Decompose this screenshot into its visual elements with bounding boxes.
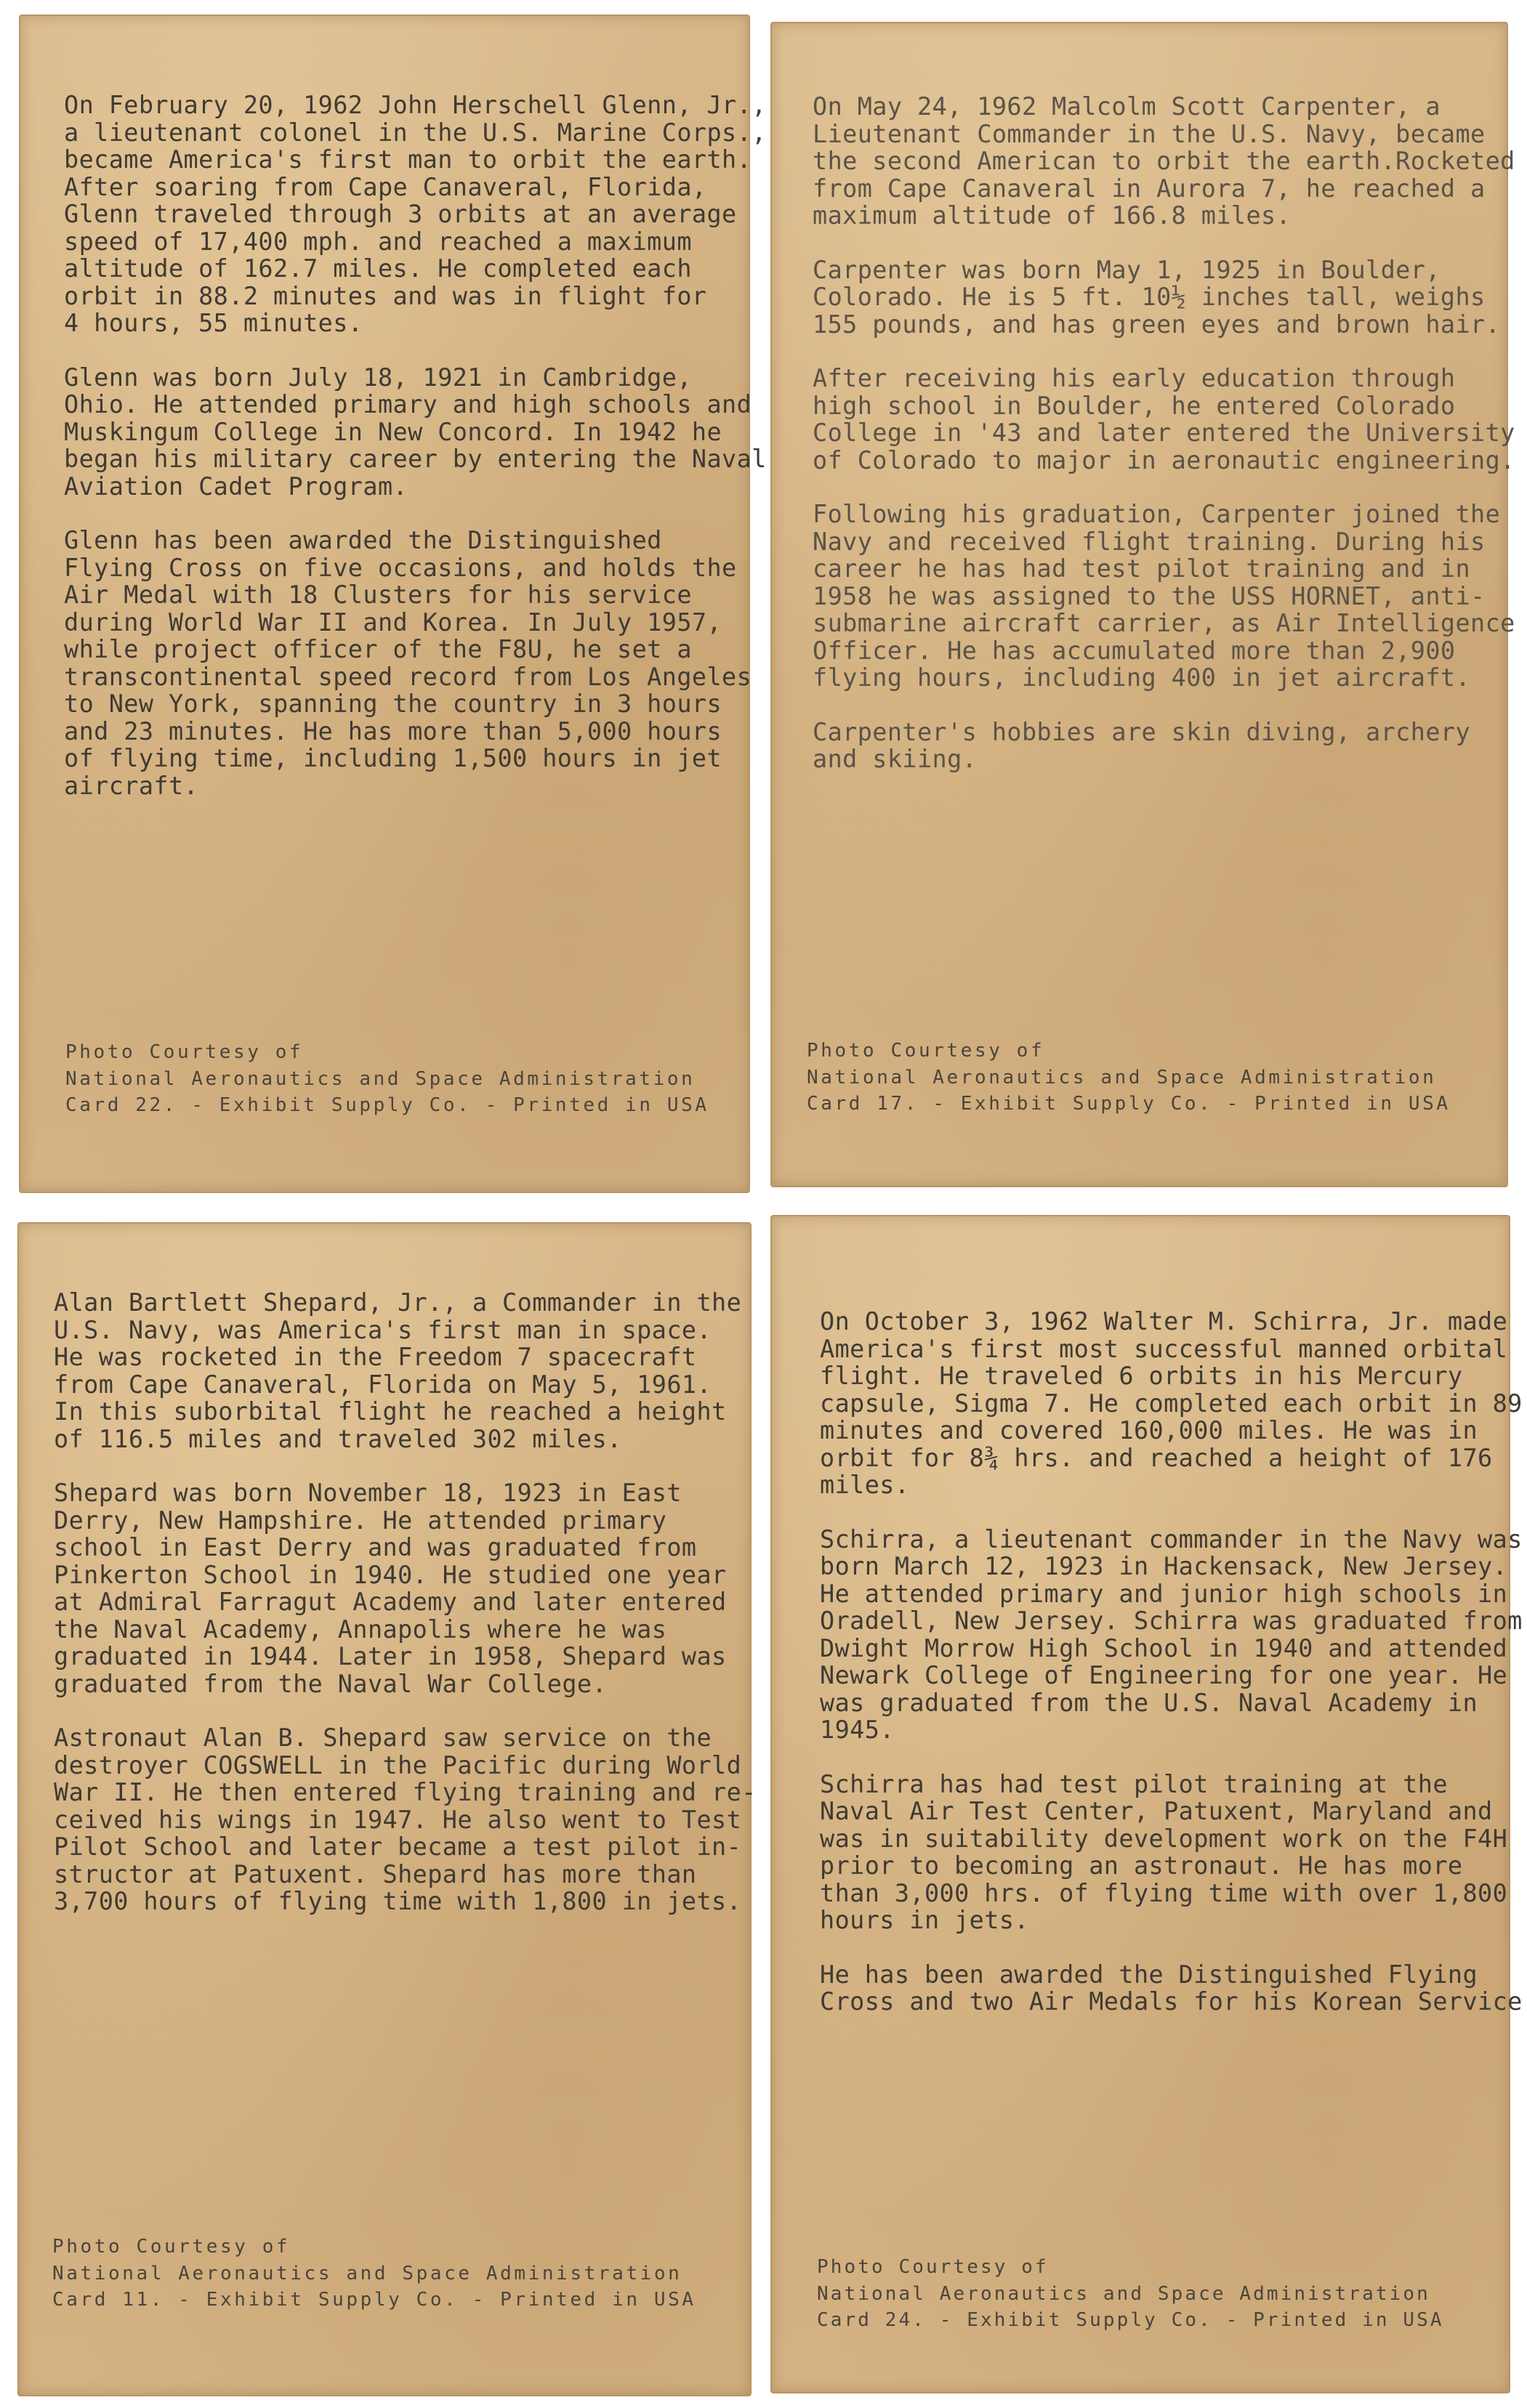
text-line: than 3,000 hrs. of flying time with over 1,800 bbox=[820, 1878, 1508, 1907]
paragraph bbox=[820, 1308, 1523, 1499]
text-line: miles. bbox=[820, 1471, 910, 1499]
text-line: 1958 he was assigned to the USS HORNET, anti- bbox=[813, 581, 1486, 610]
text-line: Derry, New Hampshire. He attended primary bbox=[54, 1506, 667, 1535]
text-line: school in East Derry and was graduated from bbox=[54, 1533, 697, 1561]
footer-line: Photo Courtesy of bbox=[817, 2256, 1049, 2278]
paragraph bbox=[54, 1724, 757, 1915]
card-body bbox=[54, 1289, 757, 1942]
card-footer bbox=[52, 2234, 696, 2314]
text-line: to New York, spanning the country in 3 hours bbox=[64, 690, 722, 718]
footer-line: Photo Courtesy of bbox=[52, 2236, 291, 2258]
text-line: Muskingum College in New Concord. In 1942 he bbox=[64, 417, 722, 446]
card-footer bbox=[807, 1038, 1451, 1118]
text-line: minutes and covered 160,000 miles. He was in bbox=[820, 1416, 1478, 1445]
text-line: speed of 17,400 mph. and reached a maximum bbox=[64, 227, 692, 256]
text-line: 155 pounds, and has green eyes and brown hair. bbox=[813, 310, 1501, 339]
text-line: He has been awarded the Distinguished Flying bbox=[820, 1960, 1478, 1989]
text-line: Colorado. He is 5 ft. 10½ inches tall, weighs bbox=[813, 283, 1486, 311]
footer-line: Photo Courtesy of bbox=[65, 1041, 304, 1063]
paragraph bbox=[820, 1771, 1523, 1934]
text-line: prior to becoming an astronaut. He has more bbox=[820, 1851, 1463, 1880]
text-line: Newark College of Engineering for one year. He bbox=[820, 1661, 1508, 1689]
footer-line: National Aeronautics and Space Administration bbox=[52, 2262, 682, 2284]
text-line: U.S. Navy, was America's first man in space. bbox=[54, 1315, 712, 1344]
paragraph bbox=[813, 365, 1515, 474]
footer-line: Photo Courtesy of bbox=[807, 1040, 1045, 1062]
text-line: orbit for 8¾ hrs. and reached a height of 176 bbox=[820, 1443, 1493, 1472]
text-line: Aviation Cadet Program. bbox=[64, 472, 408, 501]
text-line: Cross and two Air Medals for his Korean Service bbox=[820, 1987, 1523, 2016]
text-line: while project officer of the F8U, he set a bbox=[64, 635, 692, 663]
text-line: Pilot School and later became a test pilot in- bbox=[54, 1833, 742, 1861]
text-line: aircraft. bbox=[64, 771, 199, 800]
text-line: Navy and received flight training. During his bbox=[813, 527, 1486, 556]
paragraph bbox=[813, 719, 1515, 773]
text-line: Astronaut Alan B. Shepard saw service on the bbox=[54, 1724, 712, 1752]
text-line: He was rocketed in the Freedom 7 spacecraft bbox=[54, 1343, 697, 1371]
text-line: Lieutenant Commander in the U.S. Navy, became bbox=[813, 119, 1486, 148]
text-line: America's first most successful manned orbital bbox=[820, 1334, 1508, 1363]
text-line: of flying time, including 1,500 hours in jet bbox=[64, 744, 722, 772]
text-line: from Cape Canaveral, Florida on May 5, 1961. bbox=[54, 1370, 712, 1399]
text-line: orbit in 88.2 minutes and was in flight for bbox=[64, 281, 707, 310]
card-footer bbox=[65, 1039, 709, 1119]
text-line: and skiing. bbox=[813, 745, 978, 773]
text-line: of Colorado to major in aeronautic engineering. bbox=[813, 445, 1515, 474]
footer-line: National Aeronautics and Space Administration bbox=[817, 2282, 1430, 2305]
text-line: Schirra, a lieutenant commander in the Navy was bbox=[820, 1524, 1523, 1554]
text-line: Following his graduation, Carpenter joined the bbox=[813, 500, 1501, 528]
text-line: at Admiral Farragut Academy and later entered bbox=[54, 1588, 727, 1616]
card-body bbox=[820, 1308, 1523, 2043]
text-line: Pinkerton School in 1940. He studied one year bbox=[54, 1560, 727, 1589]
text-line: After receiving his early education through bbox=[813, 364, 1456, 392]
text-line: the Naval Academy, Annapolis where he was bbox=[54, 1615, 667, 1644]
text-line: War II. He then entered flying training and re- bbox=[54, 1778, 757, 1806]
text-line: hours in jets. bbox=[820, 1906, 1029, 1934]
text-line: and 23 minutes. He has more than 5,000 hours bbox=[64, 716, 722, 746]
text-line: flying hours, including 400 in jet aircraft. bbox=[813, 663, 1471, 692]
text-line: was in suitability development work on the F4H bbox=[820, 1824, 1508, 1853]
card-body bbox=[813, 93, 1515, 800]
card-footer bbox=[817, 2254, 1444, 2334]
card-body bbox=[64, 92, 767, 826]
text-line: during World War II and Korea. In July 1957, bbox=[64, 607, 722, 637]
text-line: altitude of 162.7 miles. He completed each bbox=[64, 254, 692, 283]
paragraph bbox=[64, 364, 767, 501]
text-line: flight. He traveled 6 orbits in his Mercury bbox=[820, 1362, 1463, 1390]
text-line: 3,700 hours of flying time with 1,800 in jets. bbox=[54, 1887, 742, 1915]
footer-line: National Aeronautics and Space Administration bbox=[65, 1067, 696, 1090]
paragraph bbox=[64, 92, 767, 337]
paragraph bbox=[813, 93, 1515, 230]
paragraph bbox=[820, 1961, 1523, 2016]
text-line: He attended primary and junior high schools in bbox=[820, 1579, 1508, 1608]
footer-line: Card 22. - Exhibit Supply Co. - Printed in USA bbox=[65, 1094, 709, 1116]
card-24-schirra bbox=[770, 1215, 1523, 2393]
text-line: Glenn traveled through 3 orbits at an average bbox=[64, 200, 737, 228]
text-line: of 116.5 miles and traveled 302 miles. bbox=[54, 1424, 622, 1453]
text-line: On February 20, 1962 John Herschell Glenn, Jr., bbox=[64, 91, 767, 119]
text-line: Dwight Morrow High School in 1940 and attended bbox=[820, 1633, 1508, 1662]
paragraph bbox=[64, 527, 767, 799]
text-line: Glenn has been awarded the Distinguished bbox=[64, 526, 662, 554]
text-line: career he has had test pilot training and in bbox=[813, 554, 1471, 583]
paragraph bbox=[54, 1289, 757, 1453]
text-line: was graduated from the U.S. Naval Academy in bbox=[820, 1688, 1478, 1717]
card-22-glenn bbox=[19, 15, 767, 1193]
card-11-shepard bbox=[17, 1222, 757, 2396]
text-line: On May 24, 1962 Malcolm Scott Carpenter, a bbox=[813, 92, 1441, 121]
text-line: Oradell, New Jersey. Schirra was graduated from bbox=[820, 1607, 1523, 1635]
paragraph bbox=[813, 256, 1515, 339]
text-line: ceived his wings in 1947. He also went to Test bbox=[54, 1805, 742, 1834]
card-17-carpenter bbox=[770, 22, 1515, 1187]
text-line: Carpenter was born May 1, 1925 in Boulder, bbox=[813, 255, 1441, 284]
footer-line: Card 11. - Exhibit Supply Co. - Printed in USA bbox=[52, 2289, 696, 2311]
text-line: Air Medal with 18 Clusters for his service bbox=[64, 581, 692, 609]
text-line: 1945. bbox=[820, 1716, 895, 1744]
text-line: graduated from the Naval War College. bbox=[54, 1669, 608, 1698]
text-line: Schirra has had test pilot training at the bbox=[820, 1769, 1448, 1798]
footer-line: Card 17. - Exhibit Supply Co. - Printed in USA bbox=[807, 1093, 1451, 1115]
footer-line: Card 24. - Exhibit Supply Co. - Printed in USA bbox=[817, 2309, 1444, 2331]
text-line: a lieutenant colonel in the U.S. Marine Corps., bbox=[64, 118, 767, 147]
text-line: 4 hours, 55 minutes. bbox=[64, 309, 363, 337]
text-line: born March 12, 1923 in Hackensack, New Jersey. bbox=[820, 1552, 1508, 1580]
footer-line: National Aeronautics and Space Administration bbox=[807, 1066, 1437, 1088]
text-line: On October 3, 1962 Walter M. Schirra, Jr. made bbox=[820, 1307, 1508, 1336]
text-line: Glenn was born July 18, 1921 in Cambridge, bbox=[64, 363, 692, 392]
paragraph bbox=[820, 1526, 1523, 1744]
text-line: maximum altitude of 166.8 miles. bbox=[813, 201, 1292, 230]
text-line: In this suborbital flight he reached a height bbox=[54, 1397, 727, 1426]
text-line: Carpenter's hobbies are skin diving, archery bbox=[813, 717, 1471, 746]
text-line: Officer. He has accumulated more than 2,900 bbox=[813, 636, 1456, 665]
text-line: destroyer COGSWELL in the Pacific during World bbox=[54, 1750, 742, 1779]
text-line: Naval Air Test Center, Patuxent, Maryland and bbox=[820, 1797, 1493, 1825]
text-line: the second American to orbit the earth.Rocketed bbox=[813, 147, 1515, 175]
text-line: structor at Patuxent. Shepard has more than bbox=[54, 1859, 697, 1888]
text-line: high school in Boulder, he entered Colorado bbox=[813, 391, 1456, 420]
text-line: After soaring from Cape Canaveral, Florida, bbox=[64, 172, 707, 201]
text-line: Alan Bartlett Shepard, Jr., a Commander in the bbox=[54, 1288, 742, 1317]
text-line: graduated in 1944. Later in 1958, Shepard was bbox=[54, 1642, 727, 1670]
text-line: capsule, Sigma 7. He completed each orbit in 89 bbox=[820, 1389, 1523, 1418]
text-line: submarine aircraft carrier, as Air Intelligence bbox=[813, 609, 1515, 637]
paragraph bbox=[813, 501, 1515, 692]
text-line: began his military career by entering the Naval bbox=[64, 445, 767, 473]
text-line: from Cape Canaveral in Aurora 7, he reached a bbox=[813, 174, 1486, 203]
text-line: Flying Cross on five occasions, and holds the bbox=[64, 553, 737, 582]
paragraph bbox=[54, 1479, 757, 1697]
text-line: Shepard was born November 18, 1923 in East bbox=[54, 1479, 682, 1507]
text-line: College in '43 and later entered the University bbox=[813, 419, 1515, 447]
text-line: became America's first man to orbit the earth. bbox=[64, 145, 752, 174]
text-line: Ohio. He attended primary and high schools and bbox=[64, 390, 752, 419]
text-line: transcontinental speed record from Los Angeles bbox=[64, 662, 752, 691]
